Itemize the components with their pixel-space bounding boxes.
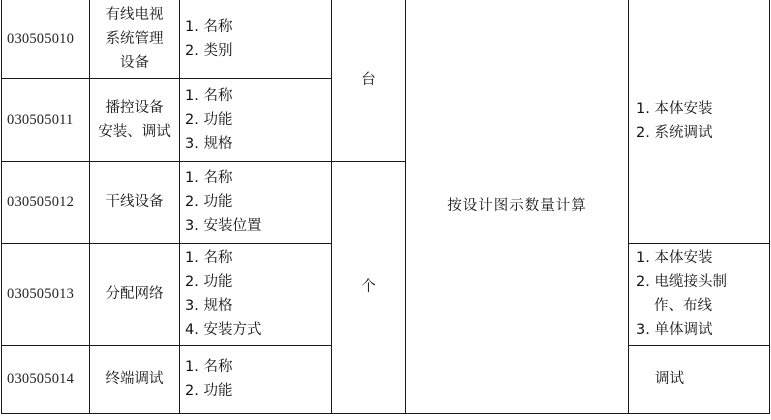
project-name-cell (90, 161, 180, 243)
feature-item: 2. 功能 (185, 194, 233, 210)
feature-item: 3. 规格 (185, 298, 233, 314)
work-item: 1. 本体安装 (636, 250, 713, 266)
feature-item: 1. 名称 (185, 170, 233, 186)
work-item: 1. 本体安装 (636, 101, 713, 118)
work-item: 2. 系统调试 (636, 125, 713, 142)
feature-item: 2. 功能 (185, 111, 233, 128)
feature-item: 1. 名称 (185, 359, 233, 375)
work-content-cell (629, 243, 770, 345)
feature-item: 1. 名称 (185, 18, 233, 35)
project-name-cell (90, 0, 180, 78)
project-name-line: 有线电视 (105, 6, 164, 23)
feature-item: 1. 名称 (185, 87, 233, 104)
calculation-rule-cell (406, 0, 629, 413)
project-name-line: 设备 (120, 54, 149, 71)
project-code: 030505010 (7, 30, 75, 47)
project-features-cell (180, 0, 332, 78)
project-name-line: 分配网络 (105, 286, 164, 302)
project-code: 030505013 (7, 286, 75, 302)
project-name-line: 系统管理 (105, 30, 164, 47)
project-code: 030505011 (7, 111, 74, 128)
project-name-cell (90, 243, 180, 345)
project-name-line: 安装、调试 (98, 123, 171, 140)
project-code: 030505012 (7, 194, 75, 210)
project-code-cell (2, 243, 90, 345)
work-content-cell (629, 345, 770, 413)
project-code-cell (2, 78, 90, 161)
unit-cell (332, 0, 406, 161)
calculation-rule: 按设计图示数量计算 (447, 198, 587, 215)
work-item: 3. 单体调试 (636, 322, 713, 338)
project-features-cell (180, 161, 332, 243)
project-code-cell (2, 161, 90, 243)
work-item: 调试 (655, 371, 684, 387)
feature-item: 1. 名称 (185, 250, 233, 266)
project-features-cell (180, 345, 332, 413)
unit-label: 台 (361, 72, 376, 89)
unit-cell (332, 161, 406, 413)
table-row (2, 0, 770, 78)
project-code: 030505014 (7, 371, 75, 387)
project-code-cell (2, 0, 90, 78)
unit-label: 个 (361, 279, 376, 295)
project-name-line: 播控设备 (105, 99, 164, 116)
project-name-cell (90, 345, 180, 413)
project-features-cell (180, 78, 332, 161)
project-code-cell (2, 345, 90, 413)
work-item: 作、布线 (654, 298, 712, 314)
specification-table (1, 0, 770, 414)
feature-item: 4. 安装方式 (185, 322, 262, 338)
project-name-line: 干线设备 (105, 194, 164, 210)
feature-item: 2. 功能 (185, 274, 233, 290)
work-content-cell (629, 0, 770, 243)
project-name-line: 终端调试 (105, 371, 164, 387)
project-name-cell (90, 78, 180, 161)
project-features-cell (180, 243, 332, 345)
feature-item: 3. 规格 (185, 135, 233, 152)
work-item: 2. 电缆接头制 (636, 274, 727, 290)
feature-item: 3. 安装位置 (185, 218, 262, 234)
feature-item: 2. 类别 (185, 42, 233, 59)
feature-item: 2. 功能 (185, 383, 233, 399)
